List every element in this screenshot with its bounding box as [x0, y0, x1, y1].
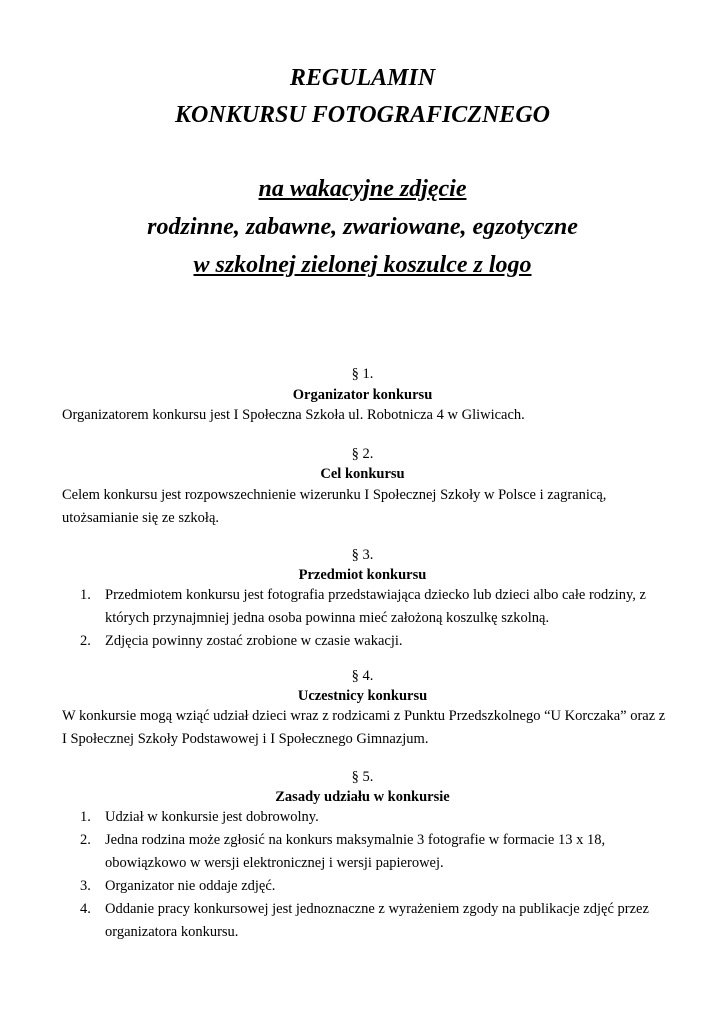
- subtitle-line-3-text: w szkolnej zielonej koszulce z logo: [193, 252, 532, 278]
- section-5-mark: § 5.: [351, 769, 374, 785]
- section-4-text: W konkursie mogą wziąć udział dzieci wraz z rodzicami z Punktu Przedszkolnego “U Korczaka” oraz z I Społecznej Szkoły Podstawowej i I Społecznego Gimnazjum.: [62, 708, 666, 747]
- list-item: [80, 630, 680, 653]
- section-1-title: Organizator konkursu: [292, 387, 433, 403]
- list-item-text: Udział w konkursie jest dobrowolny.: [105, 809, 319, 825]
- list-item-text: Przedmiotem konkursu jest fotografia przedstawiająca dziecko lub dzieci albo całe rodziny, z których przynajmniej jedna osoba powinna mieć założoną koszulkę szkolną.: [105, 587, 646, 626]
- list-item-text: Oddanie pracy konkursowej jest jednoznaczne z wyrażeniem zgody na publikacje zdjęć przez organizatora konkursu.: [105, 901, 649, 940]
- section-2-title: Cel konkursu: [320, 466, 405, 482]
- section-4-mark: § 4.: [351, 668, 374, 684]
- list-item-number: 2.: [80, 832, 91, 848]
- section-2-text: Celem konkursu jest rozpowszechnienie wizerunku I Społecznej Szkoły w Polsce i zagranicą, utożsamianie się ze szkołą.: [62, 487, 607, 526]
- section-1-text: Organizatorem konkursu jest I Społeczna Szkoła ul. Robotnicza 4 w Gliwicach.: [62, 407, 525, 423]
- list-item-text: Organizator nie oddaje zdjęć.: [105, 878, 276, 894]
- list-item: [80, 898, 680, 944]
- section-5-title: Zasady udziału w konkursie: [275, 789, 450, 805]
- list-item-text: Jedna rodzina może zgłosić na konkurs maksymalnie 3 fotografie w formacie 13 x 18, obowiązkowo w wersji elektronicznej i wersji papierowej.: [105, 832, 606, 871]
- list-item: [80, 584, 680, 630]
- list-item: [80, 875, 680, 898]
- list-item-number: 3.: [80, 878, 91, 894]
- section-5-list: [80, 806, 680, 944]
- list-item-number: 1.: [80, 809, 91, 825]
- section-3-title: Przedmiot konkursu: [298, 567, 427, 583]
- subtitle-line-1-text: na wakacyjne zdjęcie: [258, 176, 467, 202]
- list-item-number: 4.: [80, 901, 91, 917]
- subtitle-line-2: rodzinne, zabawne, zwariowane, egzotyczne: [147, 214, 578, 240]
- section-2-mark: § 2.: [351, 446, 374, 462]
- list-item: [80, 806, 680, 829]
- document-title-line-2: KONKURSU FOTOGRAFICZNEGO: [175, 102, 550, 128]
- subtitle-line-3: [0, 249, 725, 282]
- list-item-number: 2.: [80, 633, 91, 649]
- list-item: [80, 829, 680, 875]
- section-1-mark: § 1.: [351, 366, 374, 382]
- list-item-text: Zdjęcia powinny zostać zrobione w czasie wakacji.: [105, 633, 403, 649]
- document-title-line-1: REGULAMIN: [289, 65, 436, 91]
- section-4-title: Uczestnicy konkursu: [297, 688, 428, 704]
- subtitle-line-1: [0, 173, 725, 206]
- section-3-list: [80, 584, 680, 653]
- section-3-mark: § 3.: [351, 547, 374, 563]
- list-item-number: 1.: [80, 587, 91, 603]
